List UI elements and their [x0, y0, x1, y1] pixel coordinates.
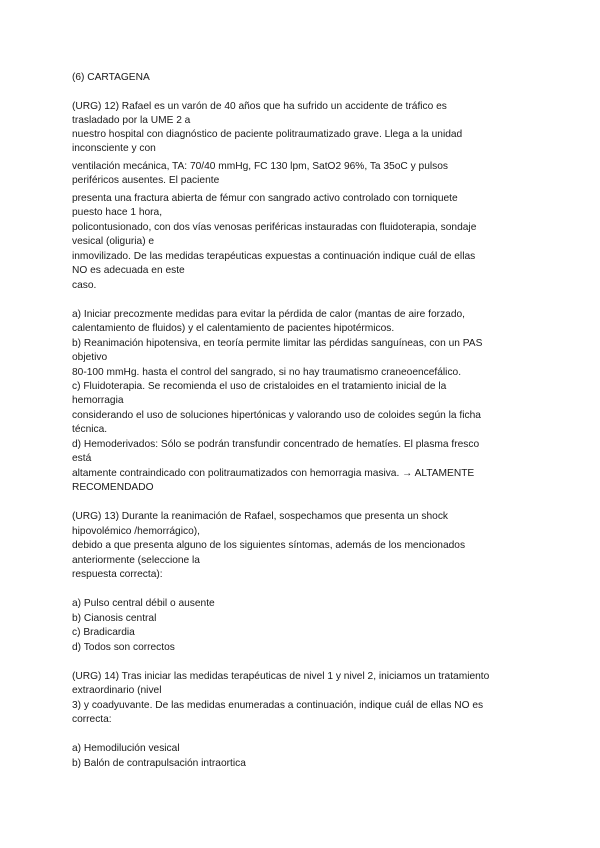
question-14-text: (URG) 14) Tras iniciar las medidas terapéuticas de nivel 1 y nivel 2, iniciamos un tratamiento: [72, 671, 490, 682]
answer-option-b: 80-100 mmHg. hasta el control del sangrado, si no hay traumatismo craneoencefálico.: [72, 367, 462, 378]
answer-option-a: a) Pulso central débil o ausente: [72, 598, 215, 609]
question-13-text: debido a que presenta alguno de los siguientes síntomas, además de los mencionados: [72, 540, 466, 551]
question-14-text: 3) y coadyuvante. De las medidas enumeradas a continuación, indique cuál de ellas NO es: [72, 700, 484, 711]
answer-option-a: a) Hemodilución vesical: [72, 743, 180, 754]
answer-option-b: objetivo: [72, 352, 108, 363]
question-12-text: nuestro hospital con diagnóstico de paciente politraumatizado grave. Llega a la unidad: [72, 129, 463, 140]
answer-option-a: a) Iniciar precozmente medidas para evitar la pérdida de calor (mantas de aire forzado,: [72, 309, 465, 320]
answer-option-c: técnica.: [72, 424, 108, 435]
answer-option-d: altamente contraindicado con politraumatizados con hemorragia masiva. → ALTAMENTE: [72, 468, 475, 479]
question-12-text: presenta una fractura abierta de fémur con sangrado activo controlado con torniquete: [72, 193, 458, 204]
question-12-text: ventilación mecánica, TA: 70/40 mmHg, FC 130 lpm, SatO2 96%, Ta 35oC y pulsos: [72, 161, 448, 172]
answer-option-c: c) Bradicardia: [72, 627, 135, 638]
answer-option-d: d) Hemoderivados: Sólo se podrán transfundir concentrado de hematíes. El plasma fresco: [72, 439, 480, 450]
question-12-text: NO es adecuada en este: [72, 265, 185, 276]
question-13-text: respuesta correcta):: [72, 569, 163, 580]
question-12-text: periféricos ausentes. El paciente: [72, 175, 220, 186]
answer-option-a: calentamiento de fluidos) y el calentamiento de pacientes hipotérmicos.: [72, 323, 395, 334]
question-13-text: hipovolémico /hemorrágico),: [72, 526, 200, 537]
question-12-text: vesical (oliguria) e: [72, 236, 155, 247]
question-12-text: puesto hace 1 hora,: [72, 207, 163, 218]
question-13-text: (URG) 13) Durante la reanimación de Rafael, sospechamos que presenta un shock: [72, 511, 449, 522]
answer-option-d: está: [72, 453, 92, 464]
question-12-text: caso.: [72, 280, 97, 291]
answer-option-b: b) Balón de contrapulsación intraortica: [72, 758, 246, 769]
question-14-text: correcta:: [72, 714, 112, 725]
question-13-text: anteriormente (seleccione la: [72, 555, 200, 566]
answer-option-c: considerando el uso de soluciones hipertónicas y valorando uso de coloides según la ficha: [72, 410, 481, 421]
answer-option-d: RECOMENDADO: [72, 482, 154, 493]
question-12-text: inconsciente y con: [72, 143, 156, 154]
answer-option-c: c) Fluidoterapia. Se recomienda el uso de cristaloides en el tratamiento inicial de la: [72, 381, 447, 392]
answer-option-b: b) Reanimación hipotensiva, en teoría permite limitar las pérdidas sanguíneas, con un PAS: [72, 338, 483, 349]
answer-option-b: b) Cianosis central: [72, 613, 157, 624]
question-12-text: policontusionado, con dos vías venosas periféricas instauradas con fluidoterapia, sondaje: [72, 222, 477, 233]
answer-option-c: hemorragia: [72, 395, 124, 406]
question-12-text: (URG) 12) Rafael es un varón de 40 años que ha sufrido un accidente de tráfico es: [72, 101, 447, 112]
section-heading: (6) CARTAGENA: [72, 72, 150, 83]
question-12-text: inmovilizado. De las medidas terapéuticas expuestas a continuación indique cuál de ellas: [72, 251, 476, 262]
question-12-text: trasladado por la UME 2 a: [72, 115, 191, 126]
answer-option-d: d) Todos son correctos: [72, 642, 175, 653]
question-14-text: extraordinario (nivel: [72, 685, 162, 696]
